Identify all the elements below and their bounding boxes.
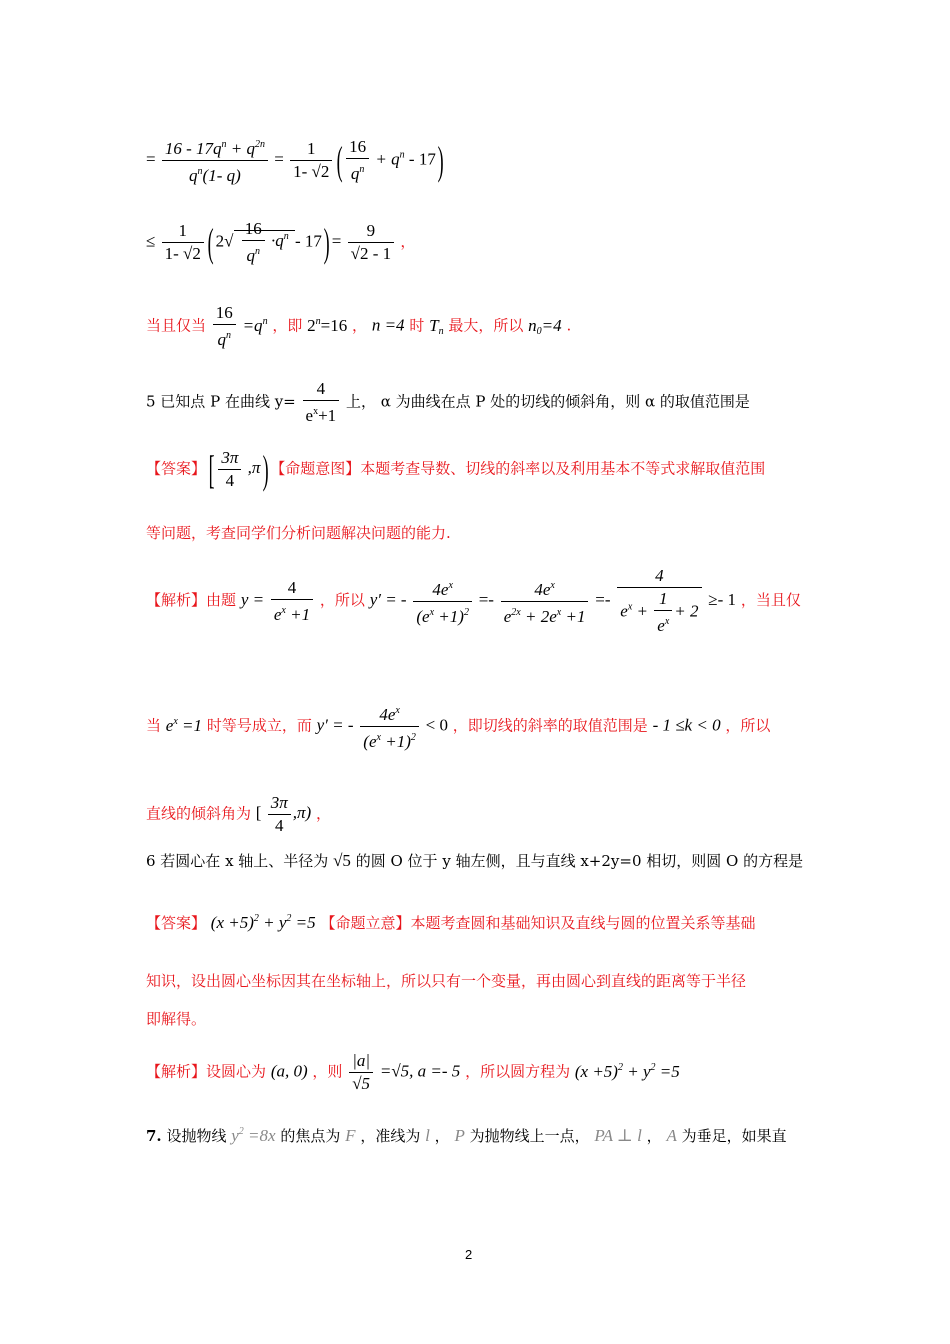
solution-5-line-2: 当 $e^x =1$ 时等号成立，而 y′ = - $\frac{4e^x}{(e^x +1)^2}$ < 0 ，即切线的斜率的取值范围是 - 1 ≤k < 0 ，所以 bbox=[146, 700, 770, 753]
conclusion-line: 当且仅当 $\frac{16}{q^n}$ $=q^n$ ，即 $2^n=16$ ， n =4 时 $T_n$ 最大，所以 $n_0=4$ . bbox=[146, 303, 572, 349]
answer-5-line-2: 等问题，考查同学们分析问题解决问题的能力. bbox=[146, 524, 451, 542]
solution-5-line-1: 【解析】由题 y = $\frac{4}{e^x +1}$ ，所以 y′ = - $\frac{4e^x}{(e^x +1)^2}$ =- $\frac{4e^x}{e^{2x} + 2e^x +1}$ =- 4 $e^x$ + $\frac{1}{e^x}$ + 2 ≥- 1 ，当且仅 bbox=[146, 566, 801, 635]
fraction: $\frac{16}{q^n}$ bbox=[242, 218, 265, 267]
answer-6-line-3: 即解得。 bbox=[146, 1010, 207, 1028]
fraction: 4 $e^x$ + $\frac{1}{e^x}$ + 2 bbox=[617, 565, 701, 637]
equation-line-2: ≤ $\frac{1}{1- √2}$ ( 2√ $\frac{16}{q^n}$ $\cdot q^n - 17$ ) = $\frac{9}{√2 - 1}$ ， bbox=[146, 219, 416, 265]
fraction: $\frac{3\pi}{4}$ bbox=[268, 792, 291, 837]
equation-line-1: = $\frac{16 - 17q^n + q^{2n}}{q^n(1- q)}$ = $\frac{1}{1- √2}$ ( $\frac{16}{q^n}$ + $q^n - 17$ ) bbox=[146, 134, 441, 187]
solution-5-line-3: 直线的倾斜角为 [ $\frac{3\pi}{4}$ ,π) ， bbox=[146, 793, 331, 835]
fraction: $\frac{4e^x}{e^{2x} + 2e^x +1}$ bbox=[501, 575, 589, 628]
fraction: $\frac{9}{√2 - 1}$ bbox=[348, 220, 395, 265]
fraction: $\frac{16}{q^n}$ bbox=[213, 302, 236, 351]
fraction: $\frac{|a|}{√5}$ bbox=[349, 1050, 373, 1095]
question-6: 6 若圆心在 x 轴上、半径为 √5 的圆 O 位于 y 轴左侧，且与直线 x+2y=0 相切，则圆 O 的方程是 bbox=[146, 851, 804, 870]
answer-5: 【答案】 [ $\frac{3\pi}{4}$ ,π ) 【命题意图】本题考查导数、切线的斜率以及利用基本不等式求解取值范围 bbox=[146, 447, 766, 492]
solution-6: 【解析】设圆心为 (a, 0) ，则 $\frac{|a|}{√5}$ =√5, a =- 5 ，所以圆方程为 $(x +5)^2 + y^2 =5$ bbox=[146, 1051, 680, 1093]
answer-6-line-2: 知识，设出圆心坐标因其在坐标轴上，所以只有一个变量，再由圆心到直线的距离等于半径 bbox=[146, 972, 747, 990]
fraction: $\frac{16 - 17q^n + q^{2n}}{q^n(1- q)}$ bbox=[162, 134, 268, 187]
fraction: $\frac{1}{1- √2}$ bbox=[162, 220, 204, 265]
fraction: $\frac{3\pi}{4}$ bbox=[218, 447, 241, 492]
question-7: 7. 设抛物线 $y^2 =8x$ 的焦点为 F ，准线为 l ， P 为抛物线上一点， PA ⊥ l ， A 为垂足，如果直 bbox=[146, 1126, 787, 1145]
fraction: $\frac{4e^x}{(e^x +1)^2}$ bbox=[360, 700, 419, 753]
question-5: 5 已知点 P 在曲线 y= $\frac{4}{e^x+1}$ 上， α 为曲线在点 P 处的切线的倾斜角，则 α 的取值范围是 bbox=[146, 379, 750, 425]
fraction: $\frac{4e^x}{(e^x +1)^2}$ bbox=[413, 575, 472, 628]
fraction: $\frac{1}{1- √2}$ bbox=[290, 138, 332, 183]
fraction: $\frac{1}{e^x}$ bbox=[654, 588, 672, 637]
page-number: 2 bbox=[465, 1247, 473, 1262]
fraction: $\frac{4}{e^x+1}$ bbox=[303, 378, 340, 427]
answer-6: 【答案】 $(x +5)^2 + y^2 =5$ 【命题立意】本题考查圆和基础知识及直线与圆的位置关系等基础 bbox=[146, 913, 756, 932]
fraction: $\frac{16}{q^n}$ bbox=[346, 136, 369, 185]
fraction: $\frac{4}{e^x +1}$ bbox=[271, 577, 313, 626]
